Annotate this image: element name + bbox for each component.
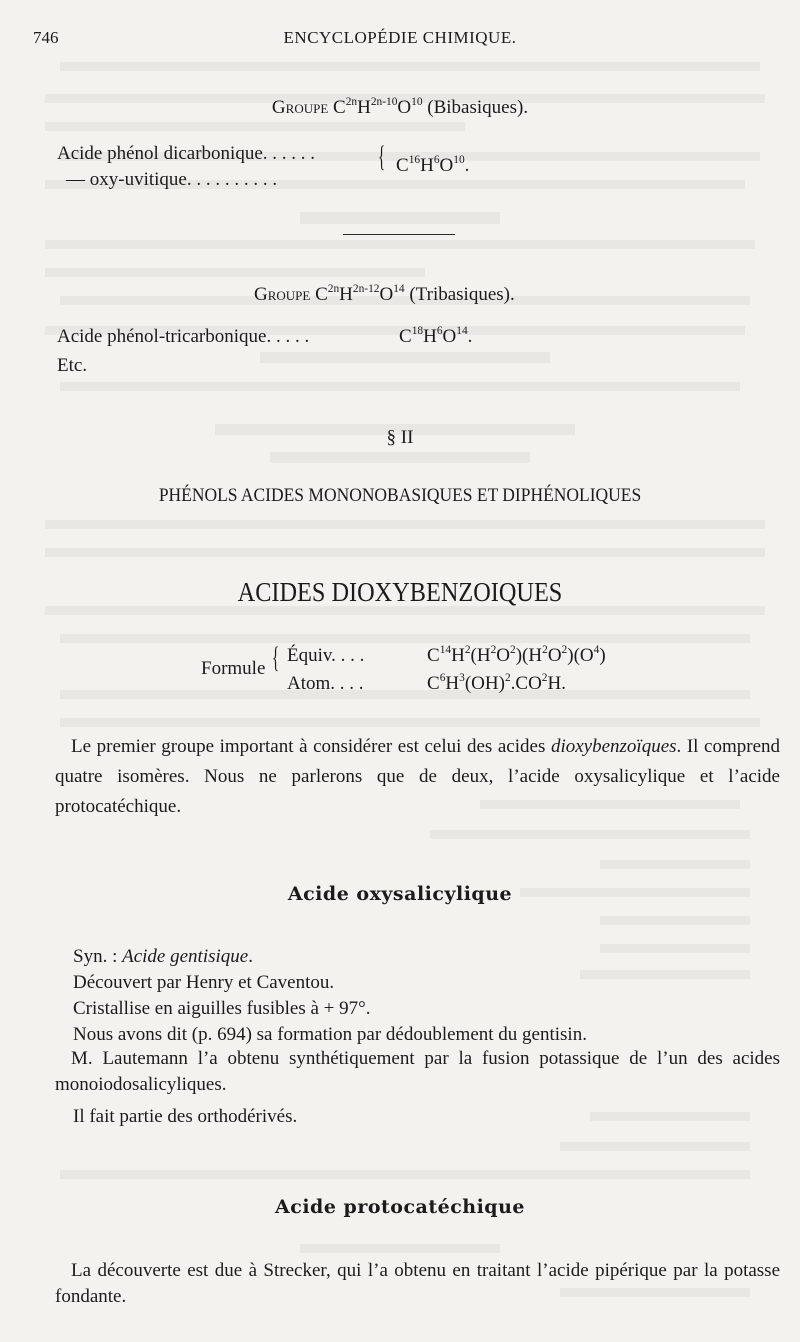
syn-line: Syn. : Acide gentisique. — [73, 946, 253, 967]
ortho-line: Il fait partie des orthodérivés. — [73, 1106, 298, 1127]
equiv-label: Équiv. . . . — [287, 645, 365, 666]
crystal-line: Cristallise en aiguilles fusibles à + 97°. — [73, 998, 371, 1019]
oxysalicylique-heading: Acide oxysalicylique — [287, 883, 513, 905]
protocatechique-heading: Acide protocatéchique — [275, 1196, 525, 1218]
divider — [343, 234, 455, 235]
formule-label: Formule — [201, 658, 266, 679]
row-formula: $C^{18}H^6O^{14}$. — [399, 325, 473, 347]
group-label: Groupe — [271, 97, 329, 118]
lautemann-paragraph: M. Lautemann l’a obtenu synthétiquement par la fusion potassique de l’un des acides monoiodosalicyliques. — [55, 1048, 780, 1095]
group-label: Groupe — [254, 284, 311, 305]
atom-formula: $C^6H^3(OH)^2.CO^2H$. — [427, 672, 566, 694]
group-formula: $C^{2n}H^{2n-10}O^{10}$ (Bibasiques). — [333, 96, 529, 118]
etc-label: Etc. — [57, 355, 88, 376]
shared-formula: $C^{16}H^6O^{10}$. — [396, 154, 470, 176]
atom-label: Atom. . . . — [287, 673, 364, 694]
protocatechique-paragraph: La découverte est due à Strecker, qui l’a obtenu en traitant l’acide pipérique par la potasse fondante. — [55, 1260, 780, 1307]
list-item: — oxy-uvitique. . . . . . . . . . — [66, 169, 278, 190]
brace: { — [378, 140, 386, 173]
chapter-title: ACIDES DIOXYBENZOIQUES — [237, 577, 563, 607]
equiv-formula: $C^{14}H^2(H^2O^2)(H^2O^2)(O^4)$ — [427, 644, 606, 666]
intro-paragraph: Le premier groupe important à considérer est celui des acides dioxybenzoïques. Il comprend quatre isomères. Nous ne parlerons que de deux, l’acide oxysalicylique et l’acide protocatéchique. — [55, 736, 780, 817]
section-mark: § II — [386, 427, 414, 448]
formation-line: Nous avons dit (p. 694) sa formation par dédoublement du gentisin. — [73, 1024, 587, 1045]
group-formula: $C^{2n}H^{2n-12}O^{14}$ (Tribasiques). — [315, 283, 515, 305]
list-item: Acide phénol-tricarbonique. . . . . — [57, 326, 310, 347]
brace: { — [272, 641, 280, 674]
running-title: ENCYCLOPÉDIE CHIMIQUE. — [283, 28, 517, 47]
discovery-line: Découvert par Henry et Caventou. — [73, 972, 335, 993]
section-title: PHÉNOLS ACIDES MONONOBASIQUES ET DIPHÉNOLIQUES — [158, 485, 642, 506]
group-tribasic-heading — [254, 284, 515, 306]
page-number: 746 — [33, 28, 59, 47]
list-item: Acide phénol dicarbonique. . . . . . — [57, 143, 316, 164]
group-bibasic-heading — [0, 97, 800, 119]
